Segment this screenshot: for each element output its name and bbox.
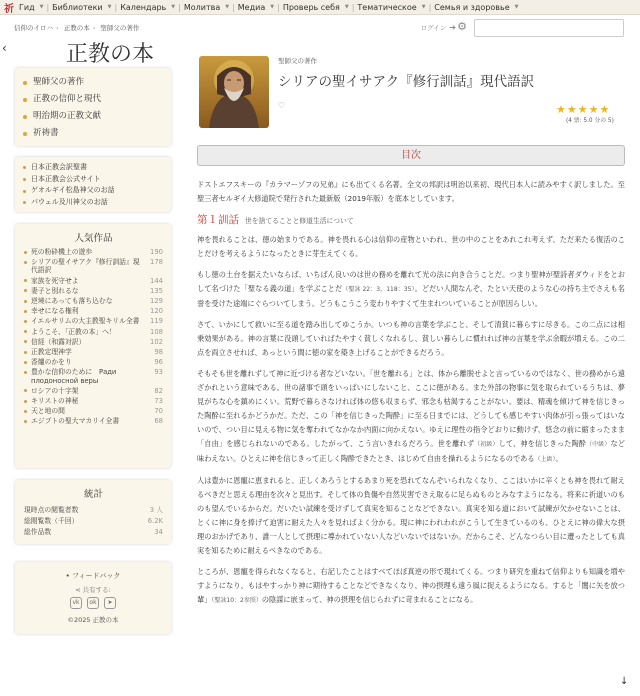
- scroll-down-icon[interactable]: ↓: [620, 676, 629, 687]
- stats-heading: 統計: [83, 489, 103, 500]
- heart-icon[interactable]: ♡: [278, 101, 286, 110]
- popular-item[interactable]: 天と地の間 70: [24, 407, 163, 415]
- sidebar-item[interactable]: 正教の信仰と現代: [23, 91, 171, 108]
- breadcrumb-item[interactable]: 正教の本: [63, 24, 90, 32]
- statistics-panel: [15, 480, 171, 544]
- popular-item[interactable]: 豊かな信仰のために Ради плодоносной веры 93: [24, 368, 163, 385]
- chevron-down-icon: ▼: [421, 4, 426, 10]
- popular-item[interactable]: 逆境にあっても落ち込むな 129: [24, 297, 163, 305]
- popular-item[interactable]: ロシアの十字架 82: [24, 387, 163, 395]
- feedback-link[interactable]: • フィードバック: [65, 572, 121, 580]
- nav-item-family[interactable]: Семья и здоровье: [434, 2, 510, 12]
- bullet-icon: [23, 201, 26, 204]
- chevron-down-icon: ▼: [514, 4, 519, 10]
- site-logo[interactable]: 祈: [4, 3, 14, 15]
- chevron-down-icon: ▼: [344, 4, 349, 10]
- paragraph: ところが、恩寵を得られなくなると、右記したことはすべてほぼ真逆の形で現れてくる。つまり研究を重ねて信仰よりも知識を増やすようになり、もはやすっかり神に期待することなどできなくなり、神の摂理も遠う風に捉えるようになる。すると「闇に矢を放つ輩」（聖詠10：2参照）の陰謀に嵌まって、神の摂理を信じられずに苛まれることになる。: [197, 567, 625, 604]
- external-links-panel: [15, 157, 171, 212]
- nav-item-guide[interactable]: Гид: [19, 2, 35, 12]
- popular-item[interactable]: 死の粉砕機上の遊歩 190: [24, 248, 163, 256]
- site-title[interactable]: 正教の本: [65, 42, 154, 67]
- bullet-icon: [23, 98, 27, 102]
- nav-item-libraries[interactable]: Библиотеки: [52, 2, 103, 12]
- popular-works-panel: [15, 224, 171, 468]
- nav-item-calendar[interactable]: Календарь: [120, 2, 167, 12]
- book-text: [197, 178, 625, 615]
- sidebar-item[interactable]: 聖師父の著作: [23, 74, 171, 91]
- bullet-icon: [23, 115, 27, 119]
- bullet-icon: [23, 132, 27, 136]
- telegram-icon[interactable]: ➤: [104, 597, 116, 609]
- paragraph: 人は豊かに恩寵に恵まれると、正しくあろうとするあまり死を恐れてなんぞいられなくなり、ここはいかに辛くとも神を畏れて耐えるべきだと思える理由を次々と見出す。そして体の負傷や自然災害でさえ取るに足らぬものとみなすようになる。将来に祈道いのものも望んでいるからだ。だいたい試練を受けずして真実を知ることなどできない。真実を知る道において試練が欠かせないことは、とくに神に身を捧げて迫害に耐えた人々を見ればよく分かる。現に神にわれわれがこうして生きているのも、ひとえに神の偉大な摂理のおかげであり、誰一人として摂理に導かれていない人などいないではないか。だからこそ、どんなつらい目に遭ったとしても真実を知るために耐えるべきなのである。: [197, 476, 625, 555]
- login-label: ログイン: [420, 23, 447, 32]
- breadcrumb-item[interactable]: 聖師父の著作: [100, 24, 140, 32]
- rating-summary: (4 票: 5.0 分の 5): [566, 118, 614, 124]
- bullet-icon: [23, 190, 26, 193]
- chevron-down-icon: ▼: [270, 4, 275, 10]
- sidebar-link[interactable]: 日本正教会訳聖書: [23, 162, 171, 174]
- popular-item[interactable]: エジプトの聖大マカリイ全書 68: [24, 417, 163, 425]
- sidebar-item[interactable]: 祈祷書: [23, 125, 171, 142]
- rating-stars[interactable]: ★★★★★: [556, 103, 611, 116]
- sidebar-link[interactable]: パウェル及川神父のお話: [23, 197, 171, 209]
- paragraph: さて、いかにして救いに至る道を踏み出してゆこうか。いつも神の言葉を学ぶこと、そして清貧に暮らすに尽きる。この二点には相乗効果がある。神の言葉に没頭していればたやすく貧しくなれるし、貧しい暮らしに慣れれば神の言葉を学ぶ余暇が増える。この二点を両立させれば、あっという間に徳の家を築き上げることができるだろう。: [197, 320, 625, 357]
- ok-icon[interactable]: ok: [87, 597, 99, 609]
- popular-item[interactable]: 正教定理神学 98: [24, 348, 163, 356]
- nav-item-prayer[interactable]: Молитва: [183, 2, 221, 12]
- sidebar-link[interactable]: ゲオルギイ松島神父のお話: [23, 185, 171, 197]
- popular-item[interactable]: 幸せになる権利 120: [24, 307, 163, 315]
- popular-item[interactable]: 信経（和露対訳） 102: [24, 338, 163, 346]
- book-cover-image: [199, 56, 269, 128]
- nav-item-topics[interactable]: Тематическое: [357, 2, 417, 12]
- login-button[interactable]: [408, 20, 456, 34]
- book-title: シリアの聖イサアク『修行訓話』現代語訳: [278, 74, 535, 90]
- popular-item[interactable]: 家族を死守せよ 144: [24, 277, 163, 285]
- stats-row: 総閲覧数（千回） 6.2K: [24, 517, 163, 525]
- book-intro: ドストエフスキーの『カラマーゾフの兄弟』にも出てくる名著。全文の邦訳は明治以来初、現代日本人に読みやすく訳しました。至聖三者セルギイ大修道院で発行された最新版（2019年版）を底本としています。: [197, 180, 625, 203]
- copyright: ©2025 正教の本: [67, 616, 119, 624]
- nav-item-quiz[interactable]: Проверь себя: [282, 2, 340, 12]
- breadcrumb-item[interactable]: 信仰のイロハ: [14, 24, 53, 32]
- popular-item[interactable]: シリアの聖イサアク『修行訓話』現代語訳 178: [24, 258, 163, 275]
- chevron-down-icon: ▼: [39, 4, 44, 10]
- chevron-down-icon: ▼: [225, 4, 230, 10]
- chevron-down-icon: ▼: [107, 4, 112, 10]
- popular-heading: 人気作品: [74, 233, 113, 244]
- bullet-icon: [23, 166, 26, 169]
- search-input[interactable]: [474, 19, 624, 37]
- paragraph: 神を畏れることは、徳の始まりである。神を畏れる心は信仰の産物といわれ、世の中のことをあれこれ考えず、ただ来たる復活のことだけを考えるようになったときに芽生えてくる。: [197, 235, 625, 258]
- popular-item[interactable]: キリストの神秘 73: [24, 397, 163, 405]
- gear-icon[interactable]: ⚙: [457, 20, 467, 33]
- collapse-sidebar-icon[interactable]: ‹: [2, 41, 7, 55]
- chevron-down-icon: ▼: [171, 4, 176, 10]
- popular-item[interactable]: 妻子と別れるな 135: [24, 287, 163, 295]
- toc-button[interactable]: 目次: [197, 145, 625, 166]
- login-icon: ➔: [449, 22, 456, 32]
- popular-item[interactable]: ようこそ、「正教の本」へ！ 108: [24, 328, 163, 336]
- popular-item[interactable]: 香爐のかをり 96: [24, 358, 163, 366]
- popular-item[interactable]: イエルサリムの大主教聖キリル全書 119: [24, 317, 163, 325]
- breadcrumb: 信仰のイロハ › 正教の本 › 聖師父の著作: [14, 24, 140, 32]
- bullet-icon: [23, 81, 27, 85]
- sidebar-link[interactable]: 日本正教会公式サイト: [23, 174, 171, 186]
- share-label: ⋖ 共有する:: [75, 586, 111, 594]
- footer-panel: [15, 562, 171, 634]
- main-categories-panel: [15, 68, 171, 146]
- chapter-heading: 第１訓話 世を捨てることと修道生活について: [197, 214, 354, 226]
- paragraph: そもそも世を離れずして神に近づける者などいない。「世を離れる」とは、体から離脱せよと言っているのではなく、世の務めから遠ざかれという意味である。世の諸事で頭をいっぱいにしないこと、ここに徳がある。また外部の物事に気を取られているうちは、夢見がちな心を鎮めにくい。荒野で暮らさなければ体の悠も収まらず、邪念も枯渇することがない。要は、精魂を傾けて神を信じきった陶酔に至れるかどうかだ。ただ、この「神を信じきった陶酔」に至る日までには、どうしても感じやすい肉体が引っ張ってはいないので、つい目に見える物に気を奪われてなかなか内面に向かえない。ゆえに理性の指令どおりに動けず、悠念の前に縮まったまま「自由」を感じられないのである。したがって、こう言いきれるだろう。世を離れず（初級）して、神を信じきった陶酔（中級）など味わえない。ひとえに神を信じきって正しく陶酔できたとき、はじめて自由を操れるようになるのである（上級）。: [197, 369, 625, 463]
- sidebar-item[interactable]: 明治期の正教文献: [23, 108, 171, 125]
- nav-item-media[interactable]: Медиа: [237, 2, 266, 12]
- share-icon: ⋖: [75, 586, 81, 594]
- bullet-icon: [23, 178, 26, 181]
- top-nav: 祈 Гид ▼ | Библиотеки ▼ | Календарь ▼ | Молитва ▼ | Медиа ▼ | Проверь себя ▼ | Тематическое ▼ | Семья и здоровье ▼: [0, 0, 640, 15]
- paragraph: もし徳の土台を据えたいならば、いちばん良いのは世の務めを離れて光の法に向き合うことだ。つまり聖神が聖詩者ダウィドをとおして名づけた「聖なる義の道」を学ぶことだ（聖詠 22：3，118：35）。どだい人間なんぞ、たとい天使のような心の持ち主でさえも名誉を受けた途端にぐらついてしまう。どうもこうこう変わりやすくて生まれついていることが原因らしい。: [197, 270, 625, 308]
- book-category[interactable]: 聖師父の著作: [278, 57, 317, 65]
- vk-icon[interactable]: vk: [70, 597, 82, 609]
- stats-row: 総作品数 34: [24, 528, 163, 536]
- stats-row: 現時点の閲覧者数 3 人: [24, 506, 163, 514]
